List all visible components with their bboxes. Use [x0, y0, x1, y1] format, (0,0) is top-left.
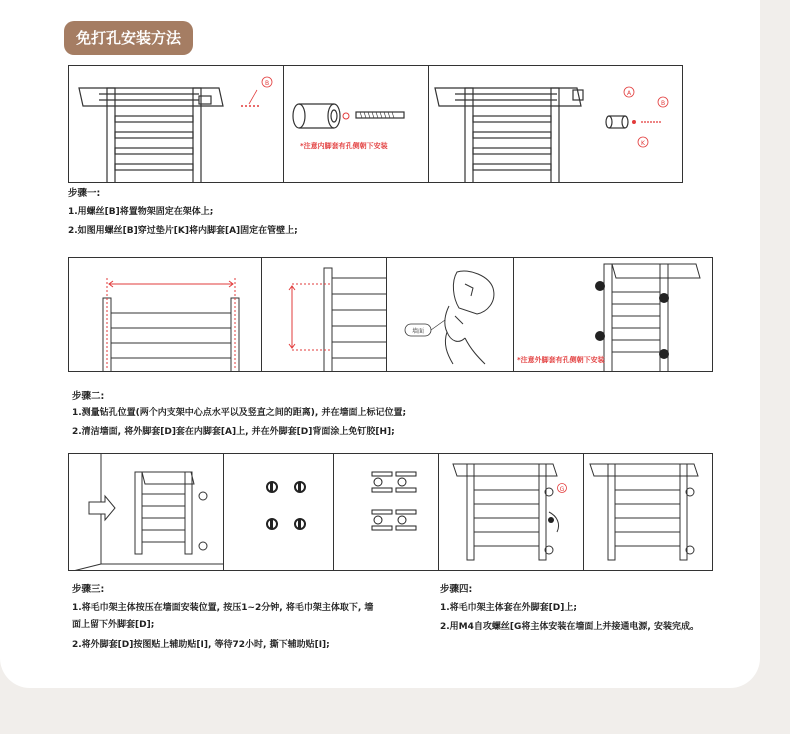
- step2-figure-measure-horizontal: [69, 258, 262, 371]
- step1-line-1: 1.用螺丝[B]将置物架固定在架体上;: [68, 207, 214, 217]
- step1-figure-rack-screw: [69, 66, 284, 182]
- step1-figure-assembled: [429, 66, 684, 182]
- step4-figure-mount: [439, 454, 584, 570]
- page-title: 免打孔安装方法: [64, 21, 193, 55]
- label-b2: B: [660, 100, 666, 107]
- step4-line-1: 1.将毛巾架主体套在外脚套[D]上;: [440, 603, 577, 613]
- step3-line-1: 1.将毛巾架主体按压在墙面安装位置, 按压1~2分钟, 将毛巾架主体取下, 墙: [72, 603, 374, 613]
- label-a: A: [626, 90, 632, 97]
- step1-line-2: 2.如图用螺丝[B]穿过垫片[K]将内脚套[A]固定在管壁上;: [68, 226, 298, 236]
- step2-note: *注意外脚套有孔侧朝下安装: [517, 356, 605, 364]
- step1-note: *注意内脚套有孔侧朝下安装: [300, 142, 388, 150]
- step1-title: 步骤一:: [68, 188, 101, 199]
- step4-line-2: 2.用M4自攻螺丝[G将主体安装在墙面上并接通电源, 安装完成。: [440, 622, 699, 632]
- step3-figure-wall-feet: [224, 454, 334, 570]
- step3-figure-aux-stickers: [334, 454, 439, 570]
- step3-figure-press: [69, 454, 224, 570]
- step2-figure-clean-wall: [387, 258, 514, 371]
- step2-line-1: 1.测量钻孔位置(两个内支架中心点水平以及竖直之间的距离), 并在墙面上标记位置;: [72, 408, 407, 418]
- step2-title: 步骤二:: [72, 391, 105, 402]
- step4-figure-complete: [584, 454, 714, 570]
- step2-panel: [68, 257, 713, 372]
- step4-title: 步骤四:: [440, 584, 473, 595]
- label-k: K: [641, 140, 645, 147]
- label-g: G: [559, 486, 565, 493]
- step3-line-2: 面上留下外脚套[D];: [72, 620, 155, 630]
- wall-label: 墙面: [411, 328, 425, 335]
- step2-line-2: 2.清洁墙面, 将外脚套[D]套在内脚套[A]上, 并在外脚套[D]背面涂上免钉胶[H];: [72, 427, 395, 437]
- step2-figure-apply-glue: [514, 258, 714, 371]
- step3-4-panel: [68, 453, 713, 571]
- step3-line-3: 2.将外脚套[D]按图贴上辅助贴[I], 等待72小时, 撕下辅助贴[I];: [72, 640, 330, 650]
- step2-figure-measure-vertical: [262, 258, 387, 371]
- step1-panel: [68, 65, 683, 183]
- step3-title: 步骤三:: [72, 584, 105, 595]
- label-b: B: [264, 80, 270, 87]
- step1-figure-parts: [284, 66, 429, 182]
